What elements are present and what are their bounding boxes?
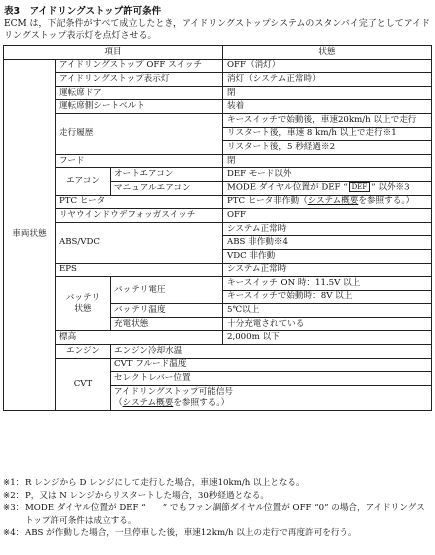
row-state: 十分充電されている bbox=[223, 317, 432, 331]
row-state: リスタート後，車速 8 km/h 以上で走行※1 bbox=[223, 127, 432, 141]
row-state: システム正常時 bbox=[223, 222, 432, 236]
row-item: 走行履歴 bbox=[56, 113, 223, 154]
footnote-text: ABS が作動した場合，一旦停車した後，車速12km/h 以上の走行で再度許可を行う。 bbox=[25, 528, 357, 538]
defroster-icon: DEF bbox=[349, 182, 371, 192]
footnote bbox=[3, 527, 433, 540]
table-title: 表3 アイドリングストップ許可条件 bbox=[4, 6, 162, 17]
table-row bbox=[4, 209, 432, 223]
row-item: オートエアコン bbox=[111, 168, 223, 182]
footnote-text: R レンジから D レンジにして走行した場合，車速10km/h 以上となる。 bbox=[25, 478, 305, 488]
system-overview-link[interactable]: システム概要 bbox=[307, 196, 359, 207]
row-item-text: （ bbox=[114, 397, 123, 408]
table-row bbox=[4, 222, 432, 236]
row-item: 運転席ドア bbox=[56, 86, 223, 100]
row-state: リスタート後，5 秒経過※2 bbox=[223, 141, 432, 155]
row-item: バッテリ温度 bbox=[111, 304, 223, 318]
footnote bbox=[3, 502, 433, 527]
footnote-mark: ※3： bbox=[3, 503, 25, 513]
row-item bbox=[111, 385, 432, 410]
intro-paragraph: ECM は，下記条件がすべて成立したとき，アイドリングストップシステムのスタンバイ完了としてアイドリングストップ表示灯を点灯させる。 bbox=[4, 19, 430, 41]
table-row bbox=[4, 331, 432, 345]
table-row bbox=[4, 168, 432, 182]
table-row bbox=[4, 345, 432, 359]
table-row bbox=[4, 263, 432, 277]
row-item: 運転席側シートベルト bbox=[56, 100, 223, 114]
row-item: マニュアルエアコン bbox=[111, 181, 223, 195]
footnote-text: MODE ダイヤル位置が DEF “ ” でもファン調節ダイヤル位置が OFF “0” の場合，アイドリングストップ許可条件は成立する。 bbox=[25, 503, 425, 526]
table-row bbox=[4, 277, 432, 291]
row-item-text: を参照する。） bbox=[173, 397, 230, 408]
row-state: 5℃以上 bbox=[223, 304, 432, 318]
group-battery: バッテリ 状態 bbox=[56, 277, 111, 331]
table-row bbox=[4, 195, 432, 209]
row-state: OFF bbox=[223, 209, 432, 223]
footnote-mark: ※2： bbox=[3, 490, 25, 501]
table-row bbox=[4, 358, 432, 372]
group-aircon: エアコン bbox=[56, 168, 111, 195]
row-state-text: MODE ダイヤル位置が DEF “ bbox=[227, 182, 348, 193]
row-state: OFF（消灯） bbox=[223, 59, 432, 73]
row-state: キースイッチ ON 時：11.5V 以上 bbox=[223, 277, 432, 291]
footnote-mark: ※4： bbox=[3, 528, 25, 538]
row-state: システム正常時 bbox=[223, 263, 432, 277]
row-state-text: ” 以外※3 bbox=[371, 182, 410, 193]
row-item-text: アイドリングストップ可能信号 bbox=[114, 386, 234, 397]
row-state: 閉 bbox=[223, 154, 432, 168]
row-item: ABS/VDC bbox=[56, 222, 223, 263]
footnote bbox=[3, 477, 433, 490]
row-state: キースイッチで始動時：8V 以上 bbox=[223, 290, 432, 304]
row-item: CVT フルード温度 bbox=[111, 358, 432, 372]
row-item: 充電状態 bbox=[111, 317, 223, 331]
row-state: 消灯（システム正常時） bbox=[223, 73, 432, 87]
row-item-ref bbox=[114, 398, 428, 409]
row-state: DEF モード以外 bbox=[223, 168, 432, 182]
idle-stop-conditions-table bbox=[3, 45, 432, 411]
row-item: バッテリ電圧 bbox=[111, 277, 223, 304]
row-state bbox=[223, 181, 432, 195]
row-item: セレクトレバー位置 bbox=[111, 372, 432, 386]
row-state-text: PTC ヒータ非作動（ bbox=[227, 196, 308, 207]
row-item: フード bbox=[56, 154, 223, 168]
row-state: 閉 bbox=[223, 86, 432, 100]
header-item: 項目 bbox=[4, 46, 223, 60]
table-row bbox=[4, 73, 432, 87]
footnotes bbox=[3, 477, 433, 540]
group-vehicle-state: 車両状態 bbox=[4, 59, 56, 410]
row-state: 2,000m 以下 bbox=[223, 331, 432, 345]
header-state: 状態 bbox=[223, 46, 432, 60]
row-state: ABS 非作動※4 bbox=[223, 236, 432, 250]
row-item: エンジン冷却水温 bbox=[111, 345, 432, 359]
row-state: VDC 非作動 bbox=[223, 249, 432, 263]
row-item: PTC ヒータ bbox=[56, 195, 223, 209]
row-state-text: を参照する。） bbox=[358, 196, 415, 207]
row-state: 装着 bbox=[223, 100, 432, 114]
footnote bbox=[3, 490, 433, 503]
footnote-text: P，又は N レンジからリスタートした場合，30秒経過となる。 bbox=[25, 490, 269, 501]
row-item: EPS bbox=[56, 263, 223, 277]
table-row bbox=[4, 59, 432, 73]
footnote-mark: ※1： bbox=[3, 478, 25, 488]
table-row bbox=[4, 100, 432, 114]
row-item: アイドリングストップ表示灯 bbox=[56, 73, 223, 87]
table-row bbox=[4, 113, 432, 127]
row-item: アイドリングストップ OFF スイッチ bbox=[56, 59, 223, 73]
system-overview-link[interactable]: システム概要 bbox=[122, 397, 174, 408]
table-row bbox=[4, 86, 432, 100]
row-state: キースイッチで始動後，車速20km/h 以上で走行 bbox=[223, 113, 432, 127]
table-row bbox=[4, 154, 432, 168]
group-engine: エンジン bbox=[56, 345, 111, 359]
row-item: リヤウインドウデフォッガスイッチ bbox=[56, 209, 223, 223]
group-cvt: CVT bbox=[56, 358, 111, 410]
row-state bbox=[223, 195, 432, 209]
table-header-row bbox=[4, 46, 432, 60]
row-item: 標高 bbox=[56, 331, 223, 345]
